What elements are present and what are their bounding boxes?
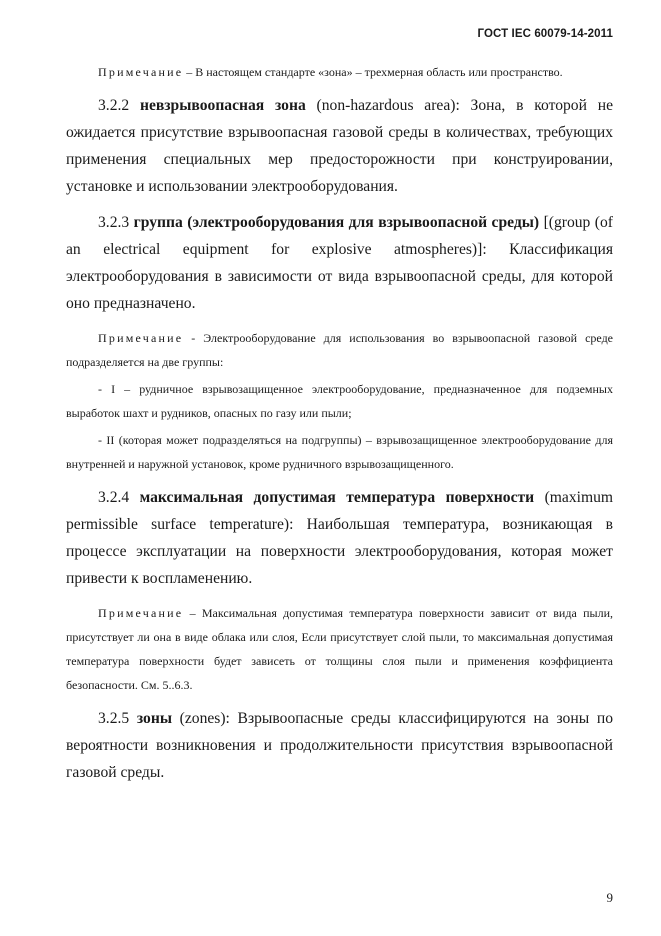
term-definition: (maximum permissible surface temperature): Наибольшая температура, возникающая в процессе эксплуатации на поверхности электрооборудования, которая может привести к воспламенению. (66, 489, 613, 587)
note-group-i (66, 377, 613, 425)
note-text: – Максимальная допустимая температура поверхности зависит от вида пыли, присутствует ли она в виде облака или слоя, Если присутствует слой пыли, то максимальная допустимая температура поверхности будет зависеть от толщины слоя пыли и применения коэффициента безопасности. См. 5..6.3. (66, 606, 613, 692)
term-definition: (zones): Взрывоопасные среды классифицируются на зоны по вероятности возникновения и продолжительности присутствия взрывоопасной газовой среды. (66, 710, 613, 781)
note-text: - Электрооборудование для использования во взрывоопасной газовой среде подразделяется на две группы: (66, 331, 613, 369)
term-3-2-5 (66, 705, 613, 786)
term-title: невзрывоопасная зона (139, 97, 306, 114)
term-3-2-3 (66, 209, 613, 317)
document-header: ГОСТ IEC 60079-14-2011 (477, 28, 613, 40)
note-label: Примечание (98, 331, 184, 345)
term-number: 3.2.2 (98, 97, 140, 114)
term-number: 3.2.5 (98, 710, 137, 727)
note-text: – В настоящем стандарте «зона» – трехмерная область или пространство. (183, 65, 563, 79)
term-number: 3.2.4 (98, 489, 140, 506)
page-content (66, 60, 613, 786)
page-number: 9 (606, 890, 613, 905)
note-label: Примечание (98, 65, 184, 79)
term-number: 3.2.3 (98, 214, 134, 231)
group-ii-text: - II (которая может подразделяться на подгруппы) – взрывозащищенное электрооборудование для внутренней и наружной установок, кроме рудничного взрывозащищенного. (66, 433, 613, 471)
term-definition: (non-hazardous area): Зона, в которой не ожидается присутствие взрывоопасная газовой среды в количествах, требующих применения специальных мер предосторожности при конструировании, установке и использовании электрооборудования. (66, 97, 613, 195)
note-zone (66, 60, 613, 84)
group-i-text: - I – рудничное взрывозащищенное электрооборудование, предназначенное для подземных выработок шахт и рудников, опасных по газу или пыли; (66, 382, 613, 420)
note-label: Примечание (98, 606, 184, 620)
note-groups (66, 326, 613, 374)
note-group-ii (66, 428, 613, 476)
term-3-2-4 (66, 484, 613, 592)
term-title: группа (электрооборудования для взрывоопасной среды) (133, 214, 540, 231)
term-title: максимальная допустимая температура поверхности (139, 489, 535, 506)
term-3-2-2 (66, 92, 613, 200)
note-temperature (66, 601, 613, 697)
term-title: зоны (136, 710, 172, 727)
term-definition: [(group (of an electrical equipment for explosive atmospheres)]: Классификация электрооборудования в зависимости от вида взрывоопасной среды, для которой оно предназначено. (66, 214, 613, 312)
